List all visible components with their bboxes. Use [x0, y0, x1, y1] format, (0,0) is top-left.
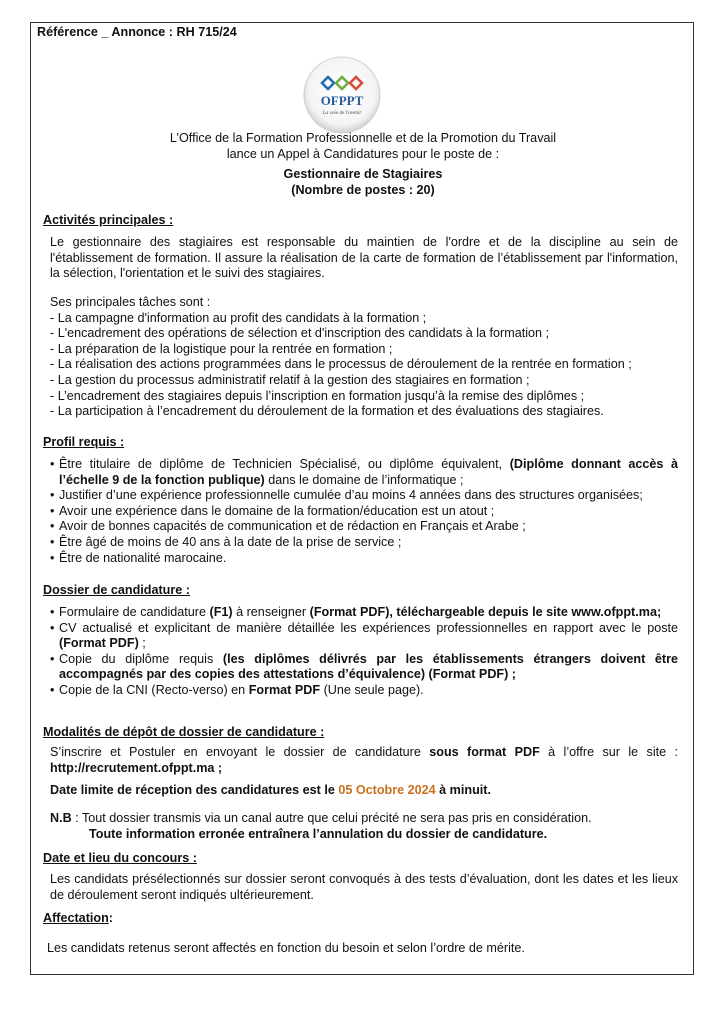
concours-paragraph: Les candidats présélectionnés sur dossier seront convoqués à des tests d’évaluation, dont les dates et les lieux de déroulement seront indiqués ultérieurement. [50, 872, 678, 902]
list-item: • Copie de la CNI (Recto-verso) en Format PDF (Une seule page). [50, 683, 678, 699]
list-item: • Formulaire de candidature (F1) à renseigner (Format PDF), téléchargeable depuis le site www.ofppt.ma; [50, 605, 678, 621]
tasks-intro: Ses principales tâches sont : [50, 295, 211, 309]
intro-text [31, 131, 695, 162]
job-title: Gestionnaire de Stagiaires [283, 167, 443, 181]
job-posts: (Nombre de postes : 20) [291, 182, 435, 197]
list-item: • Justifier d’une expérience professionnelle cumulée d’au moins 4 années dans des structures organisées; [50, 488, 678, 504]
list-item: • CV actualisé et explicitant de manière détaillée les expériences professionnelles en rapport avec le poste (Format PDF) ; [50, 621, 678, 652]
profil-list [50, 457, 678, 566]
deadline-date: 05 Octobre 2024 [338, 783, 436, 797]
deadline-text: Date limite de réception des candidatures est le 05 Octobre 2024 à minuit. [50, 783, 491, 797]
logo-tagline: La voie de l'avenir [322, 110, 362, 116]
list-item: • Être âgé de moins de 40 ans à la date de la prise de service ; [50, 535, 678, 551]
nb-note: N.B : Tout dossier transmis via un canal autre que celui précité ne sera pas pris en considération. Toute information erronée entraînera l’annulation du dossier de candidature. [50, 811, 678, 842]
list-item: • Être titulaire de diplôme de Technicien Spécialisé, ou diplôme équivalent, (Diplôme donnant accès à l’échelle 9 de la fonction publique) dans le domaine de l’informatique ; [50, 457, 678, 488]
affectation-paragraph: Les candidats retenus seront affectés en fonction du besoin et selon l’ordre de mérite. [47, 941, 525, 955]
list-item: • Avoir une expérience dans le domaine de la formation/éducation est un atout ; [50, 504, 678, 520]
list-item: • Avoir de bonnes capacités de communication et de rédaction en Français et Arabe ; [50, 519, 678, 535]
list-item: • Copie du diplôme requis (les diplômes délivrés par les établissements étrangers doivent être accompagnés par des copies des attestations d’équivalence) (Format PDF) ; [50, 652, 678, 683]
reference-number: Référence _ Annonce : RH 715/24 [37, 25, 237, 39]
list-item: - La réalisation des actions programmées dans le processus de déroulement de la rentrée en formation ; [50, 357, 632, 372]
section-heading-dossier: Dossier de candidature : [43, 583, 190, 597]
ofppt-logo-icon [302, 55, 382, 135]
list-item: - La campagne d'information au profit des candidats à la formation ; [50, 310, 427, 325]
list-item: • Être de nationalité marocaine. [50, 551, 678, 567]
intro-line-1: L’Office de la Formation Professionnelle et de la Promotion du Travail [169, 131, 557, 145]
tasks-list [50, 311, 678, 420]
announcement-frame [30, 22, 694, 975]
section-heading-modalites: Modalités de dépôt de dossier de candidature : [43, 725, 325, 739]
job-title-block [31, 167, 695, 198]
section-heading-concours: Date et lieu du concours : [43, 851, 197, 865]
list-item: - La participation à l’encadrement du déroulement de la formation et des évaluations des stagiaires. [50, 404, 604, 419]
dossier-list [50, 605, 678, 699]
modalites-paragraph: S’inscrire et Postuler en envoyant le dossier de candidature sous format PDF à l’offre sur le site : http://recrutement.ofppt.ma ; [50, 745, 679, 775]
list-item: - L’encadrement des stagiaires depuis l’inscription en formation jusqu’à la remise des diplômes ; [50, 388, 585, 403]
section-heading-affectation: Affectation: [43, 911, 113, 925]
list-item: - L'encadrement des opérations de sélection et d'inscription des candidats à la formation ; [50, 326, 550, 341]
intro-line-2: lance un Appel à Candidatures pour le poste de : [226, 146, 500, 161]
activites-paragraph: Le gestionnaire des stagiaires est responsable du maintien de l'ordre et de la discipline au sein de l'établissement de formation. Il assure la réalisation de la carte de formation de l’établissement par l'information, la sélection, l'orientation et le suivi des stagiaires. [50, 235, 678, 281]
list-item: - La gestion du processus administratif relatif à la gestion des stagiaires en formation ; [50, 372, 530, 387]
tasks-block [50, 295, 678, 420]
nb-label: N.B [50, 811, 72, 825]
logo-name: OFPPT [320, 93, 364, 108]
nb-bold-text: Toute information erronée entraînera l’annulation du dossier de candidature. [89, 826, 548, 841]
section-heading-profil: Profil requis : [43, 435, 125, 449]
list-item: - La préparation de la logistique pour la rentrée en formation ; [50, 341, 393, 356]
section-heading-activites: Activités principales : [43, 213, 174, 227]
